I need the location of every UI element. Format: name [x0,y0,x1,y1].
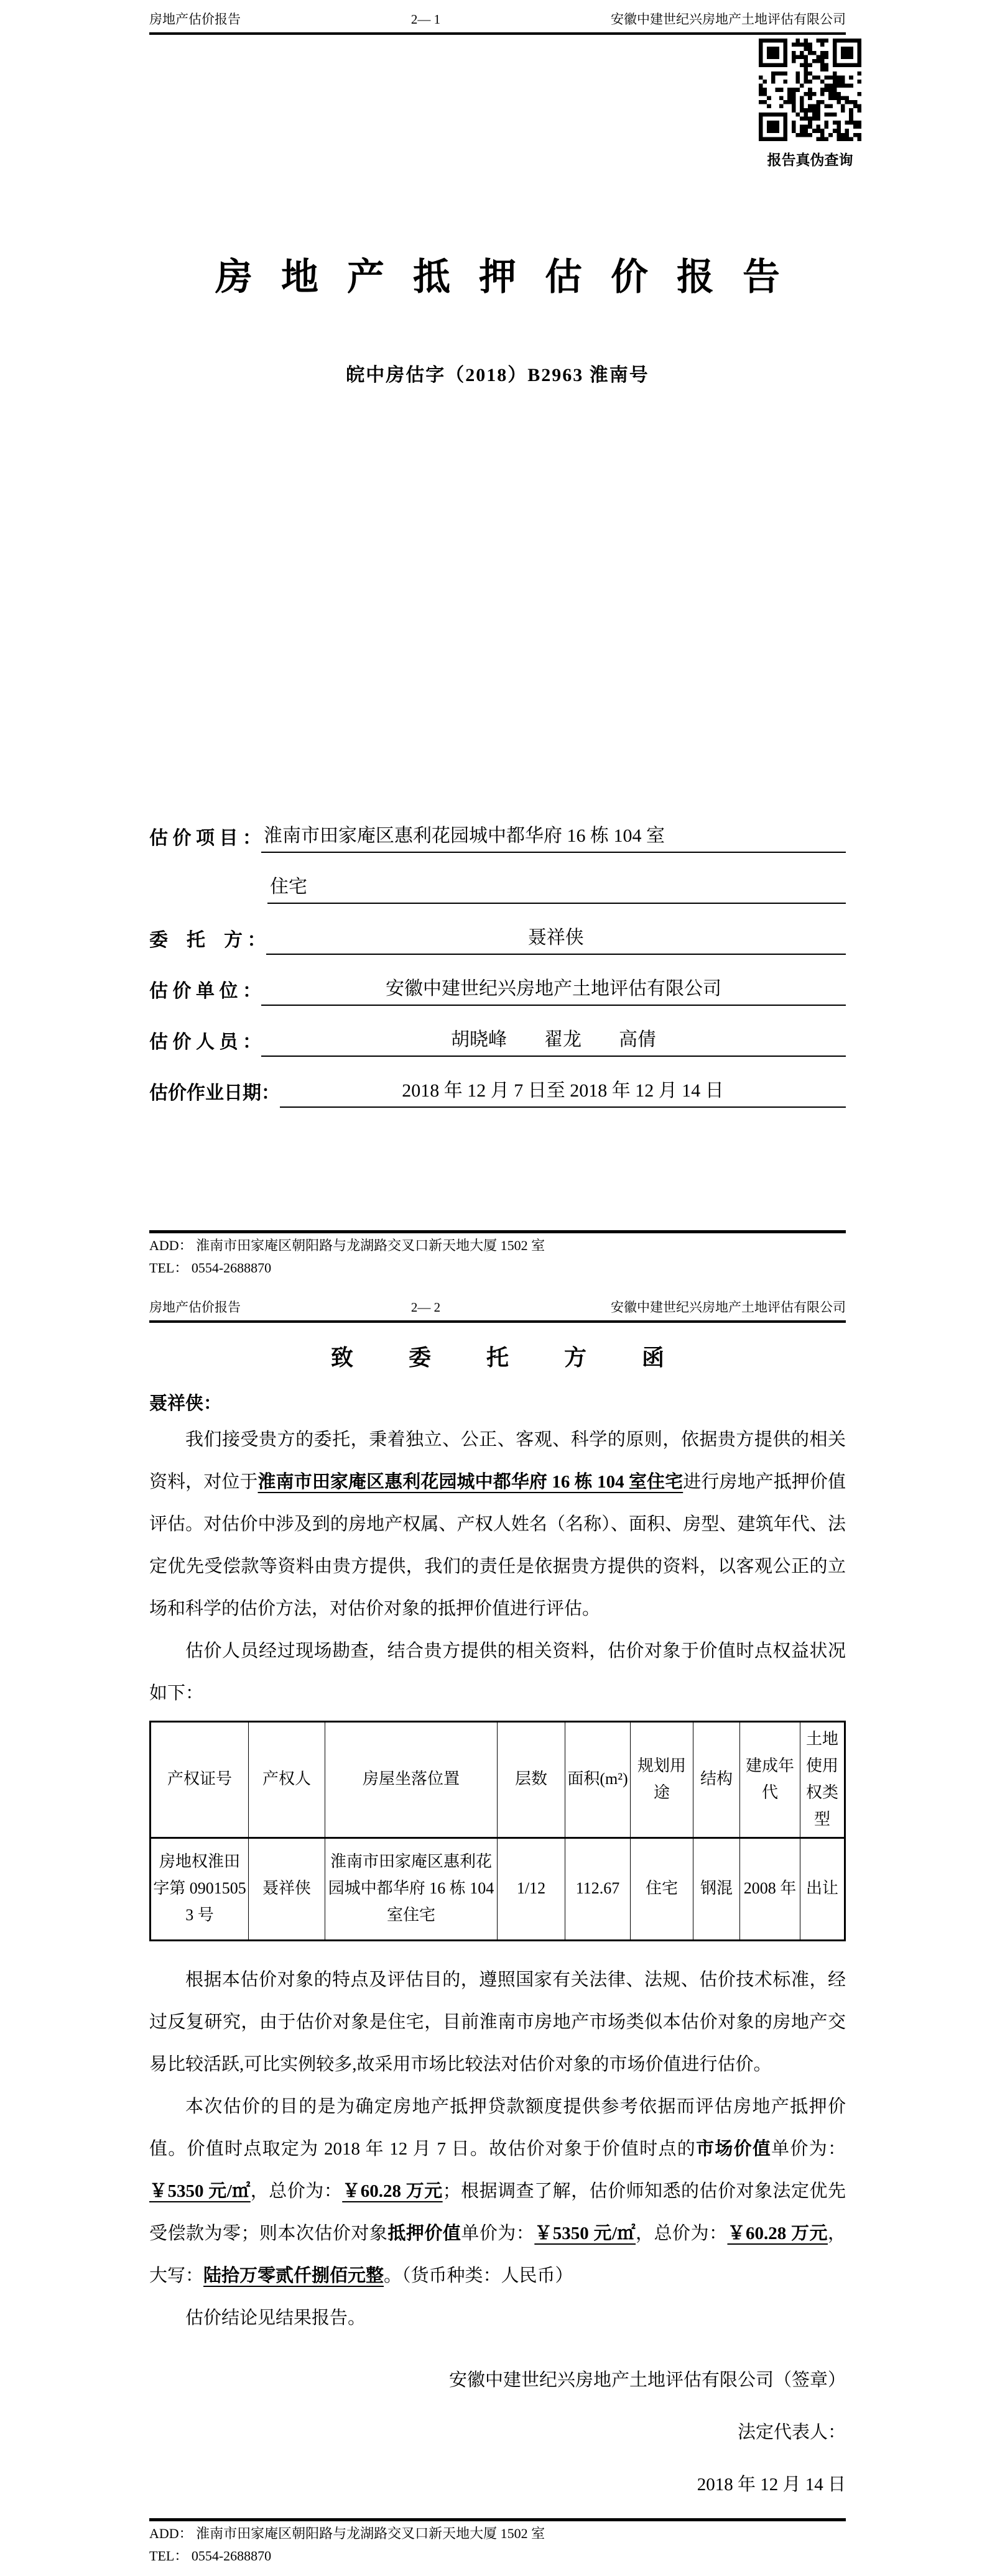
page-footer [149,1228,846,1278]
paragraph-5: 估价结论见结果报告。 [185,2307,366,2328]
p1-property-address: 淮南市田家庵区惠利花园城中都华府 16 栋 104 室住宅 [257,1472,683,1492]
page-2 [0,1288,987,2576]
p4-market-value-term: 市场价值 [696,2138,772,2159]
cell-owner: 聂祥侠 [249,1838,325,1940]
client-value: 聂祥侠 [266,924,846,955]
cell-location: 淮南市田家庵区惠利花园城中都华府 16 栋 104 室住宅 [325,1838,498,1940]
col-owner: 产权人 [249,1722,325,1838]
table-row [151,1838,845,1940]
qr-caption: 报告真伪查询 [767,152,853,168]
staff-label: 估 价 人 员 ： [149,1032,261,1052]
report-number: 皖中房估字（2018）B2963 淮南号 [346,365,649,385]
table-header-row [151,1722,845,1838]
qr-block [759,39,861,169]
paragraph-4 [149,2086,846,2297]
header-rule [149,32,846,35]
p4-unit-price: ￥5350 元/㎡ [149,2181,251,2201]
running-header [149,0,846,29]
p4-text: 本次估价的目的是为确定房地产抵押贷款额度提供参考依据而评估房地产抵押价值。价值时点取定为 2018 年 12 月 7 日。故估价对象于价值时点的 [149,2096,846,2159]
form-row-agency [149,975,846,1006]
paragraph-2: 估价人员经过现场勘查，结合贵方提供的相关资料，估价对象于价值时点权益状况如下： [149,1641,846,1703]
form-row-project-line2 [149,873,846,904]
p4-text: ，总价为： [636,2223,728,2243]
footer-rule [149,2518,846,2521]
p4-amount-in-words: 陆拾万零贰仟捌佰元整 [203,2265,384,2286]
project-value-line1: 淮南市田家庵区惠利花园城中都华府 16 栋 104 室 [261,822,846,853]
p4-mortgage-total-price: ￥60.28 万元 [727,2223,828,2243]
cell-certificate-no: 房地权淮田字第 09015053 号 [151,1838,249,1940]
p4-mortgage-unit-price: ￥5350 元/㎡ [534,2223,636,2243]
col-floor: 层数 [498,1722,565,1838]
footer-phone: TEL： 0554-2688870 [149,2548,272,2564]
form-row-project [149,822,846,853]
form-row-date [149,1077,846,1108]
date-value: 2018 年 12 月 7 日至 2018 年 12 月 14 日 [280,1077,846,1108]
p4-text: 。（货币种类：人民币） [384,2265,573,2286]
agency-value: 安徽中建世纪兴房地产土地评估有限公司 [261,975,846,1006]
header-company: 安徽中建世纪兴房地产土地评估有限公司 [611,1300,846,1315]
col-location: 房屋坐落位置 [325,1722,498,1838]
p1-text: 进行房地产抵押价值评估。对估价中涉及到的房地产权属、产权人姓名（名称）、面积、房型、建筑年代、法定优先受偿款等资料由贵方提供，我们的责任是依据贵方提供的资料，以客观公正的立场和科学的估价方法，对估价对象的抵押价值进行评估。 [149,1472,846,1619]
footer-phone: TEL： 0554-2688870 [149,1260,272,1276]
date-label: 估价作业日期： [149,1083,280,1103]
p1-text: 我们接受贵方的委托，秉着独立、公正、客观、科学的原则，依据贵方提供的相关资料，对位于 [149,1430,846,1492]
p4-text: 单价为： [771,2138,846,2159]
qr-code [759,39,861,141]
col-year-built: 建成年代 [740,1722,800,1838]
cell-area: 112.67 [565,1838,631,1940]
header-company: 安徽中建世纪兴房地产土地评估有限公司 [611,12,846,27]
letter-title: 致 委 托 方 函 [330,1345,689,1370]
col-land-use-type: 土地使用权类型 [800,1722,845,1838]
page-number: 2— 1 [410,12,441,27]
salutation: 聂祥侠： [149,1394,222,1414]
signature-date: 2018 年 12 月 14 日 [697,2474,846,2495]
header-doc-title: 房地产估价报告 [149,12,241,27]
paragraph-1 [149,1419,846,1630]
header-doc-title: 房地产估价报告 [149,1300,241,1315]
page-number: 2— 2 [410,1300,441,1315]
form-row-client [149,924,846,955]
header-rule [149,1320,846,1323]
staff-value: 胡晓峰 翟龙 高倩 [261,1026,846,1057]
footer-rule [149,1230,846,1233]
cell-structure: 钢混 [693,1838,740,1940]
form-row-staff [149,1026,846,1057]
cell-land-use-type: 出让 [800,1838,845,1940]
page-footer [149,2516,846,2566]
p4-total-price: ￥60.28 万元 [342,2181,443,2201]
p4-text: ；根据调查了解，估价师知悉的估价对象法定优先受偿款为零；则本次估价对象 [149,2181,846,2243]
col-certificate-no: 产权证号 [151,1722,249,1838]
p4-text: ，大写： [149,2223,846,2286]
footer-address: ADD： 淮南市田家庵区朝阳路与龙湖路交叉口新天地大厦 1502 室 [149,2526,545,2541]
col-planned-use: 规划用途 [631,1722,693,1838]
client-label: 委 托 方 ： [149,930,266,950]
col-area: 面积(m²) [565,1722,631,1838]
running-header [149,1288,846,1317]
signature-company: 安徽中建世纪兴房地产土地评估有限公司（签章） [448,2370,846,2390]
report-title: 房地产抵押估价报告 [215,257,809,298]
project-label: 估 价 项 目 ： [149,828,261,849]
col-structure: 结构 [693,1722,740,1838]
cell-planned-use: 住宅 [631,1838,693,1940]
cover-form [149,822,846,1108]
cell-year-built: 2008 年 [740,1838,800,1940]
p4-text: ，总价为： [250,2181,343,2201]
p4-mortgage-value-term: 抵押价值 [387,2223,461,2243]
p4-text: 单价为： [461,2223,535,2243]
cell-floor: 1/12 [498,1838,565,1940]
footer-address: ADD： 淮南市田家庵区朝阳路与龙湖路交叉口新天地大厦 1502 室 [149,1238,545,1253]
property-rights-table [149,1721,846,1941]
agency-label: 估 价 单 位 ： [149,981,261,1001]
project-value-line2: 住宅 [267,873,846,904]
signature-legal-rep: 法定代表人： [737,2422,846,2442]
paragraph-3: 根据本估价对象的特点及评估目的，遵照国家有关法律、法规、估价技术标准，经过反复研究，由于估价对象是住宅，目前淮南市房地产市场类似本估价对象的房地产交易比较活跃,可比实例较多,故采用市场比较法对估价对象的市场价值进行估价。 [149,1969,846,2074]
